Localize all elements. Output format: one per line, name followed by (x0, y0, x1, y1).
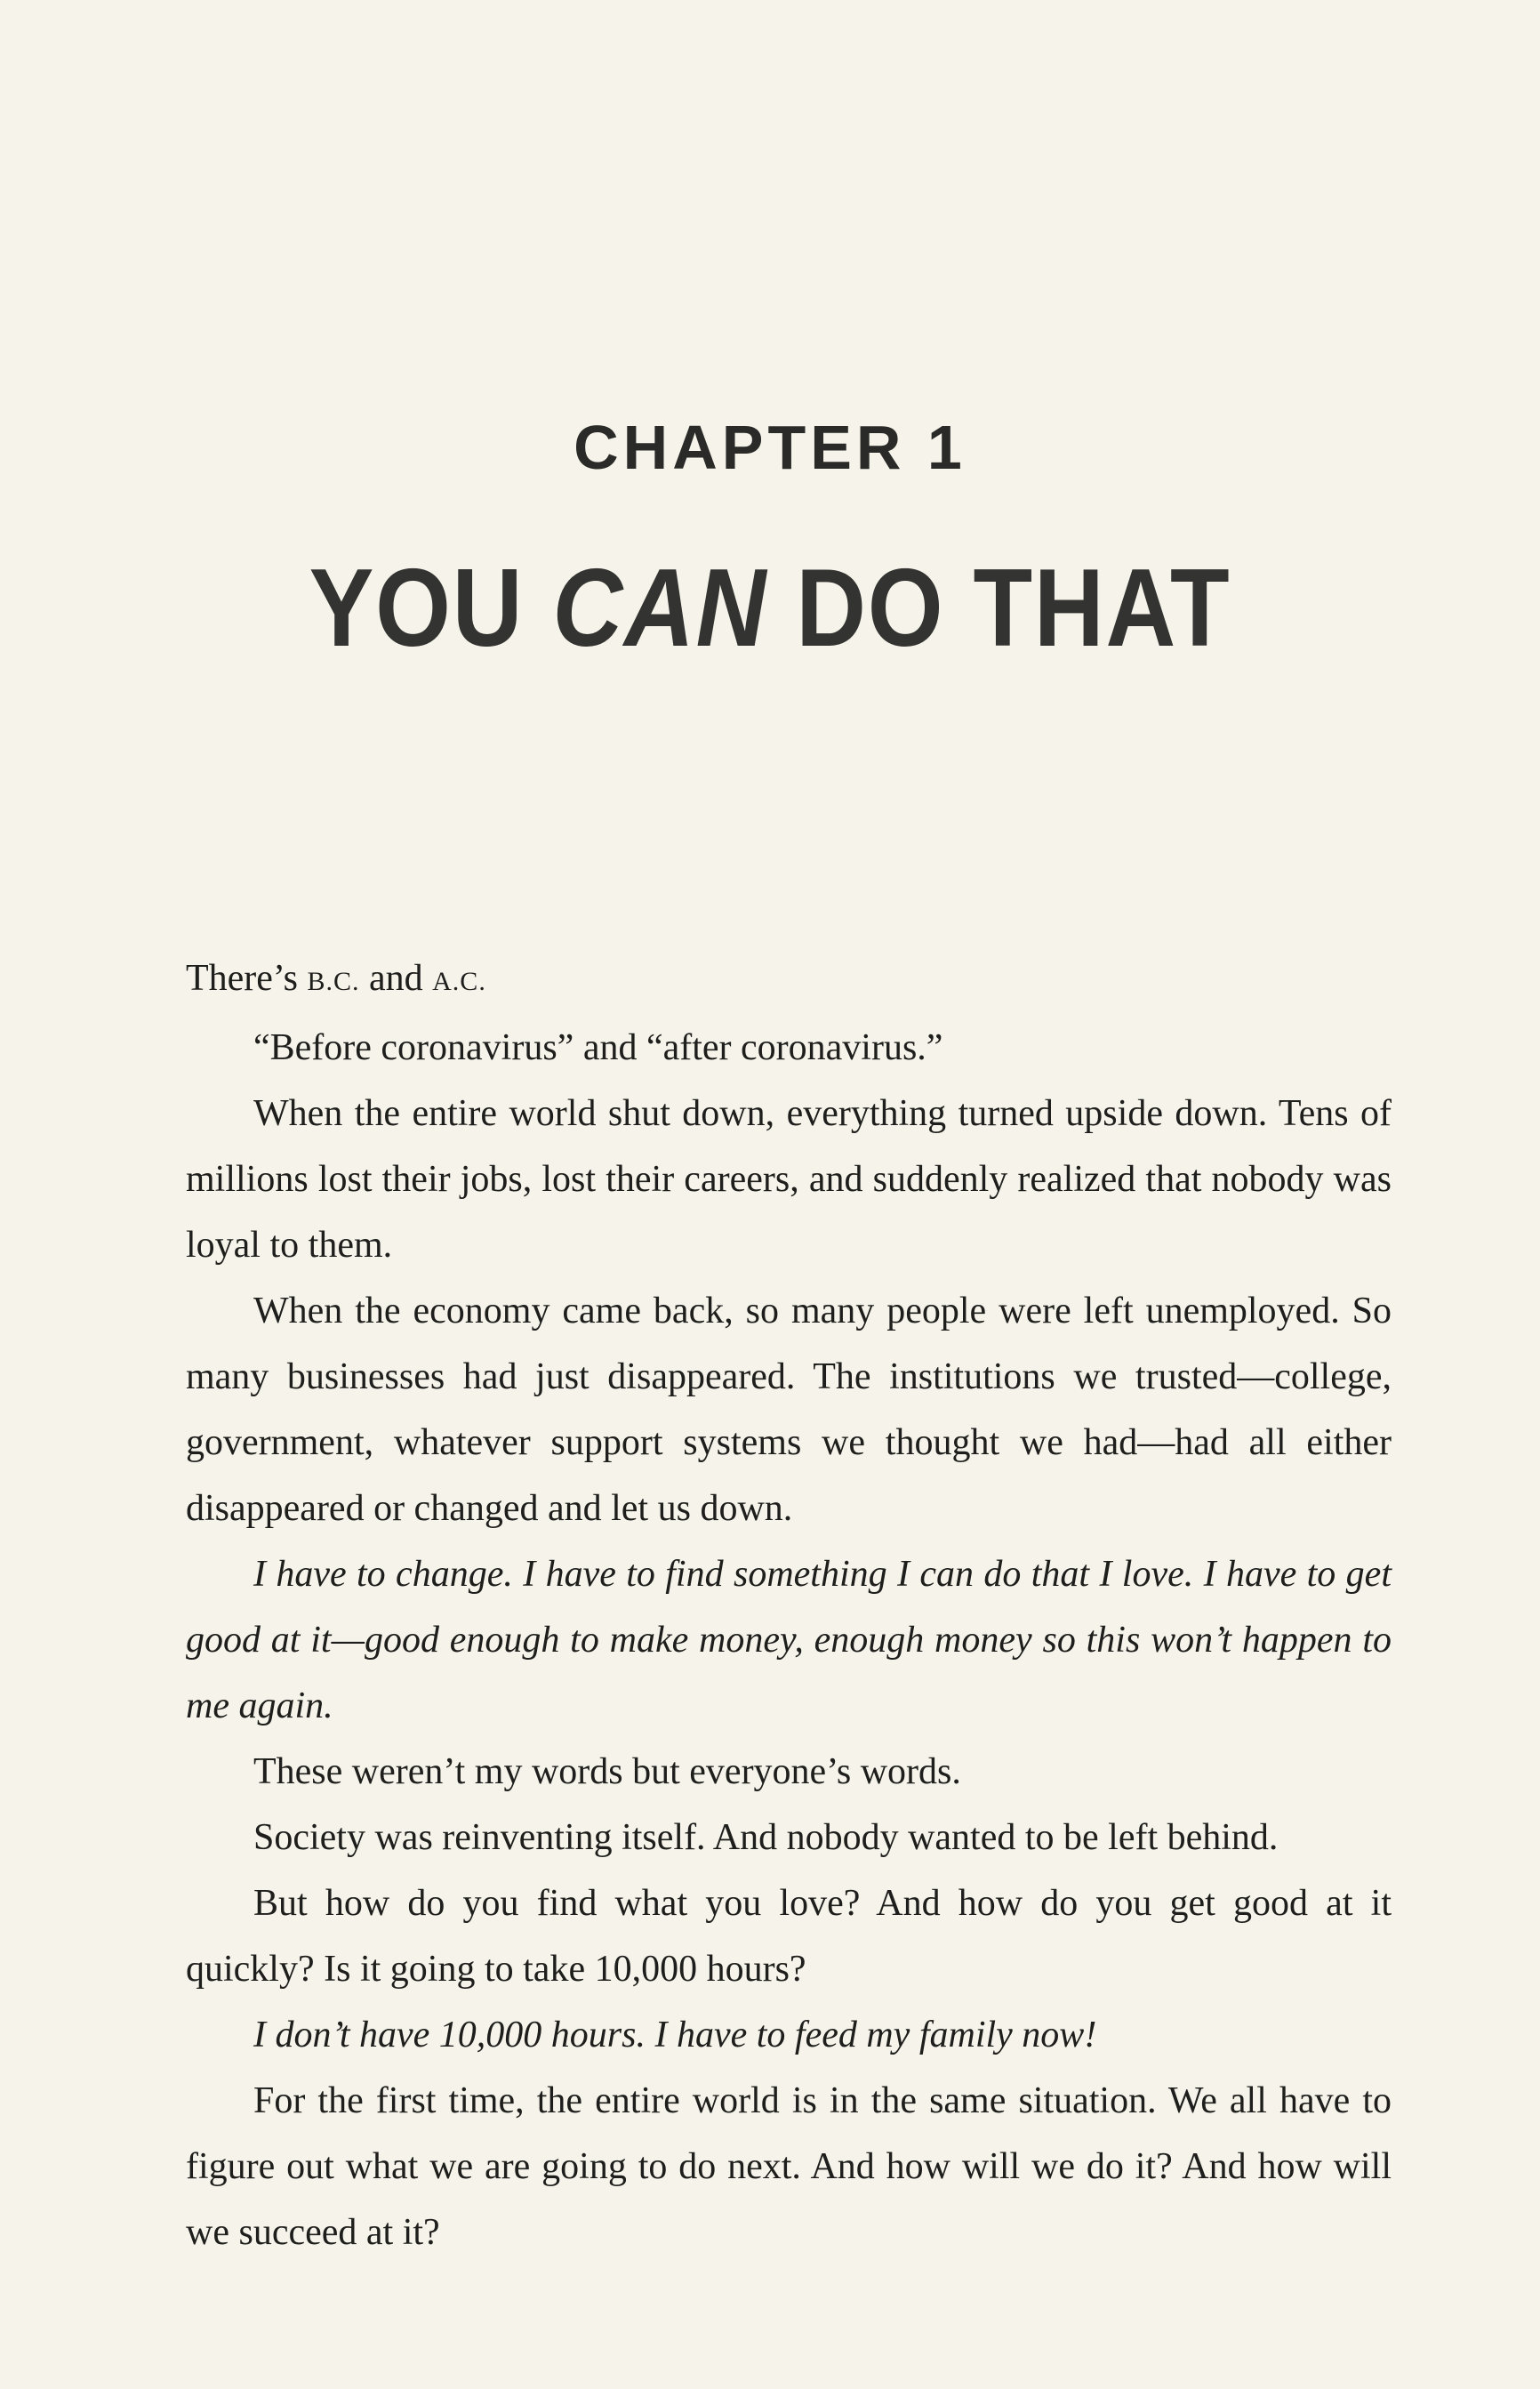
chapter-title-part3: DO THAT (767, 547, 1231, 670)
paragraph-7: Society was reinventing itself. And nobody wanted to be left behind. (253, 1817, 1279, 1858)
bc-abbrev: B.C. (307, 967, 360, 996)
chapter-title (92, 547, 1448, 670)
paragraph-10: For the first time, the entire world is in the same situation. We all have to figure out what we are going to do next. And how will we do it? And how will we succeed at it? (186, 2080, 1392, 2253)
paragraph-9-italic: I don’t have 10,000 hours. I have to feed my family now! (253, 2015, 1097, 2055)
chapter-body (186, 945, 1392, 2265)
paragraph-2: “Before coronavirus” and “after coronavirus.” (253, 1027, 943, 1068)
paragraph-6: These weren’t my words but everyone’s words. (253, 1751, 961, 1792)
paragraph-1-and: and (359, 958, 433, 999)
paragraph-3: When the entire world shut down, everything turned upside down. Tens of millions lost their jobs, lost their careers, and suddenly realized that nobody was loyal to them. (186, 1093, 1392, 1266)
paragraph-8: But how do you find what you love? And how do you get good at it quickly? Is it going to take 10,000 hours? (186, 1883, 1392, 1990)
paragraph-1-text: There’s (186, 958, 308, 999)
chapter-title-part1: YOU (309, 547, 553, 670)
paragraph-5-italic: I have to change. I have to find something I can do that I love. I have to get good at it—good enough to make money, enough money so this won’t happen to me again. (186, 1554, 1392, 1726)
chapter-label: CHAPTER 1 (573, 413, 967, 482)
ac-abbrev: A.C. (432, 967, 486, 996)
chapter-title-emphasis: CAN (552, 547, 768, 670)
paragraph-1 (186, 945, 1392, 1015)
paragraph-4: When the economy came back, so many people were left unemployed. So many businesses had just disappeared. The institutions we trusted—college, government, whatever support systems we thought we had—had all either disappeared or changed and let us down. (186, 1291, 1392, 1529)
